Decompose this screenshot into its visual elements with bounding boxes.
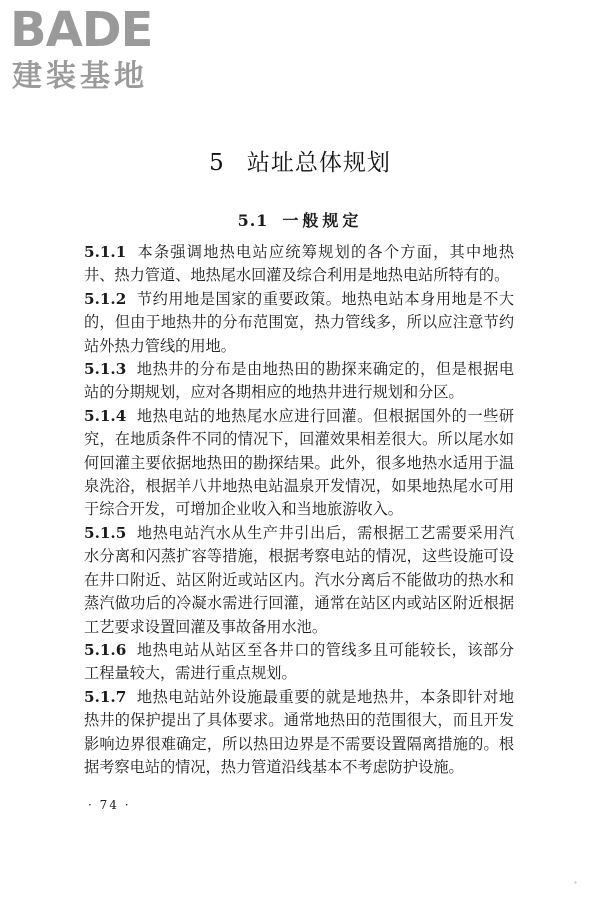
clause-5-1-7: [84, 686, 514, 780]
chapter-title-text: 站址总体规划: [246, 150, 391, 176]
clause-list: [84, 241, 514, 779]
clause-5-1-4: [84, 405, 514, 522]
corner-dot: [573, 880, 578, 885]
chapter-title: [0, 148, 600, 178]
section-title-text: 一般规定: [282, 211, 363, 230]
clause-text: 节约用地是国家的重要政策。地热电站本身用地是不大的，但由于地热井的分布范围宽，热力管线多，所以应注意节约站外热力管线的用地。: [84, 289, 514, 355]
clause-text: 地热电站站外设施最重要的就是地热井，本条即针对地热井的保护提出了具体要求。通常地热田的范围很大，而且开发影响边界很难确定，所以热田边界是不需要设置隔离措施的。根据考察电站的情况，热力管道沿线基本不考虑防护设施。: [84, 687, 514, 776]
clause-number: 5.1.7: [84, 687, 127, 706]
logo-subtitle: 建装基地: [12, 59, 148, 94]
clause-number: 5.1.5: [84, 523, 127, 542]
watermark-logo: [10, 2, 180, 98]
clause-5-1-5: [84, 522, 514, 639]
section-title: [0, 209, 600, 233]
clause-5-1-6: [84, 639, 514, 686]
clause-text: 地热井的分布是由地热田的勘探来确定的，但是根据电站的分期规划，应对各期相应的地热井进行规划和分区。: [84, 360, 514, 402]
clause-text: 地热电站的地热尾水应进行回灌。但根据国外的一些研究，在地质条件不同的情况下，回灌效果相差很大。所以尾水如何回灌主要依据地热田的勘探结果。此外，很多地热水适用于温泉洗浴，根据羊八井地热电站温泉开发情况，如果地热尾水可用于综合开发，可增加企业收入和当地旅游收入。: [84, 406, 514, 519]
clause-text: 地热电站汽水从生产井引出后，需根据工艺需要采用汽水分离和闪蒸扩容等措施，根据考察电站的情况，这些设施可设在井口附近、站区附近或站区内。汽水分离后不能做功的热水和蒸汽做功后的冷凝水需进行回灌，通常在站区内或站区附近根据工艺要求设置回灌及事故备用水池。: [84, 523, 514, 636]
logo-wordmark: BADE: [10, 2, 153, 58]
clause-number: 5.1.3: [84, 360, 127, 379]
section-number: 5.1: [237, 211, 269, 230]
clause-text: 本条强调地热电站应统筹规划的各个方面，其中地热井、热力管道、地热尾水回灌及综合利用是地热电站所特有的。: [84, 243, 514, 285]
clause-5-1-3: [84, 358, 514, 405]
clause-number: 5.1.2: [84, 289, 127, 308]
clause-text: 地热电站从站区至各井口的管线多且可能较长，该部分工程量较大，需进行重点规划。: [84, 640, 514, 683]
chapter-number: 5: [209, 150, 225, 176]
clause-5-1-1: [84, 241, 514, 288]
clause-5-1-2: [84, 288, 514, 358]
page-number: · 74 ·: [88, 798, 131, 812]
clause-number: 5.1.6: [84, 640, 127, 659]
clause-number: 5.1.1: [84, 243, 127, 261]
clause-number: 5.1.4: [84, 406, 127, 425]
